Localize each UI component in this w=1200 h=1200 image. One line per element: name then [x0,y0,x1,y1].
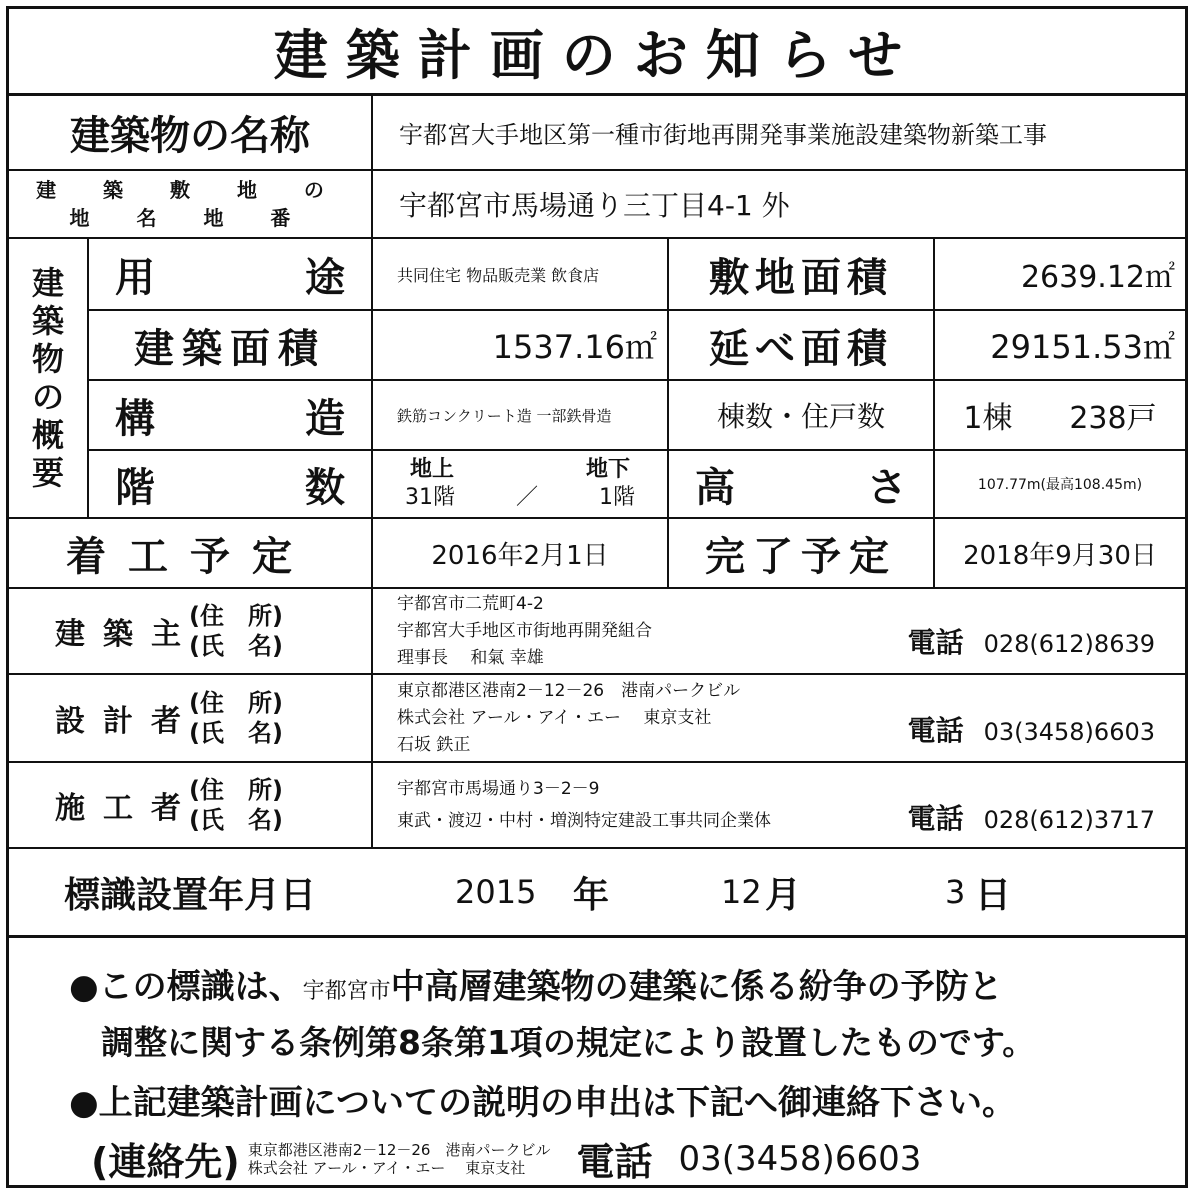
height-value: 107.77m(最高108.45m) [977,477,1143,493]
overview-char: 概 [31,416,64,454]
structure-label-char: 構 [115,395,155,442]
finish-value: 2018年9月30日 [963,540,1157,571]
contact-name: 株式会社 アール・アイ・エー 東京支社 [247,1158,526,1177]
note-text: この標識は、 [98,967,303,1007]
posted-day: 3 [945,873,966,911]
structure-value: 鉄筋コンクリート造 一部鉄骨造 [397,406,612,425]
start-value: 2016年2月1日 [431,540,609,571]
note-line-3 [69,1075,1016,1124]
floors-label-char: 数 [305,464,345,511]
floors-above-value: 31階 [405,485,455,510]
designer-paren [189,688,283,748]
structure-label [89,381,371,449]
paren-name: (氏 名) [189,632,283,660]
paren-name: (氏 名) [189,806,283,834]
constructor-address: 宇都宮市馬場通り3－2－9 [397,779,600,799]
overview-char: 築 [31,302,64,340]
constructor-label [9,763,371,847]
overview-char: 要 [31,454,64,492]
floors-above-label: 地上 [410,457,455,482]
height-label [669,451,933,517]
paren-address: (住 所) [189,689,283,717]
contact-tel: 03(3458)6603 [678,1138,922,1179]
constructor-tel [908,803,1155,836]
bullet-icon: ● [69,967,99,1007]
floors-below-label: 地下 [585,457,630,482]
owner-paren [189,601,283,661]
owner-info [373,589,1185,673]
finish-label: 完了予定 [705,533,897,580]
overview-char: 建 [31,264,64,302]
tel-label: 電話 [907,802,964,835]
building-name-label: 建築物の名称 [70,112,310,159]
posted-year: 2015 [455,873,537,911]
floors-value [373,451,667,517]
designer-tel-number: 03(3458)6603 [983,718,1155,746]
contact-address: 東京都港区港南2－12－26 港南パークビル [247,1140,551,1159]
owner-label [9,589,371,673]
designer-tel [907,714,1155,747]
use-label [89,239,371,309]
notice-sign [6,6,1188,1188]
start-label: 着工予定 [66,533,314,580]
designer-name1: 株式会社 アール・アイ・エー 東京支社 [397,707,712,728]
constructor-info [373,763,1185,847]
floors-label [89,451,371,517]
notes-section [9,939,1185,1185]
contact-tel-label: 電話 [576,1140,653,1184]
overview-label [9,239,87,517]
paren-name: (氏 名) [189,719,283,747]
floors-separator: ／ [515,485,538,510]
site-label-line2: 地 名 地 番 [69,206,311,230]
units-label: 棟数・住戸数 [716,400,885,433]
designer-title: 設計者 [55,704,199,739]
use-label-char: 用 [115,254,155,301]
contact-label: (連絡先) [91,1140,240,1184]
floors-below-value: 1階 [598,485,635,510]
use-label-char: 途 [305,254,345,301]
floors-values [405,484,635,512]
owner-tel-number: 028(612)8639 [983,630,1155,658]
posted-month-unit: 月 [765,874,802,916]
contact-line [91,1131,921,1186]
floors-label-char: 階 [115,464,155,511]
use-value: 共同住宅 物品販売業 飲食店 [397,265,600,285]
designer-label [9,675,371,761]
posted-year-unit: 年 [573,874,610,916]
site-label [9,171,371,237]
units-value [935,381,1185,449]
height-label-char: さ [867,464,907,511]
building-area-label: 建築面積 [134,325,326,372]
floors-headers [410,456,630,484]
designer-name2: 石坂 鉄正 [397,734,471,755]
building-name-value: 宇都宮大手地区第一種市街地再開発事業施設建築物新築工事 [399,120,1047,149]
units-buildings: 1棟 [963,401,1013,436]
constructor-title: 施工者 [55,791,199,826]
building-area-value: 1537.16㎡ [492,328,657,366]
paren-address: (住 所) [189,602,283,630]
site-label-line1: 建 築 敷 地 の [36,178,344,202]
paren-address: (住 所) [189,776,283,804]
sign-title: 建築計画のお知らせ [9,9,1185,96]
note-text: 上記建築計画についての説明の申出は下記へ御連絡下さい。 [98,1083,1016,1123]
designer-info [373,675,1185,761]
tel-label: 電話 [907,714,964,747]
note-line-2: 調整に関する条例第8条第1項の規定により設置したものです。 [101,1023,1036,1062]
owner-title: 建築主 [55,617,199,652]
posted-value [373,849,1185,935]
constructor-paren [189,775,283,835]
contact-details [248,1141,551,1177]
posted-month: 12 [721,873,762,911]
designer-address: 東京都港区港南2－12－26 港南パークビル [397,680,741,701]
owner-tel [907,626,1155,659]
site-area-label: 敷地面積 [709,254,893,301]
bullet-icon: ● [69,1083,99,1123]
structure-label-char: 造 [305,395,345,442]
site-area-value: 2639.12㎡ [1020,260,1175,295]
owner-name1: 宇都宮大手地区市街地再開発組合 [397,620,652,641]
note-city: 宇都宮市 [302,979,391,1004]
site-value: 宇都宮市馬場通り三丁目4-1 外 [399,189,790,222]
owner-name2: 理事長 和氣 幸雄 [397,647,544,668]
note-line-1 [69,959,1003,1008]
constructor-name1: 東武・渡辺・中村・増渕特定建設工事共同企業体 [397,811,771,831]
units-dwellings: 238戸 [1069,401,1157,436]
divider [9,935,1185,938]
tel-label: 電話 [907,626,964,659]
note-text: 中高層建築物の建築に係る紛争の予防と [390,967,1003,1007]
overview-char: 物 [31,340,64,378]
floor-area-value: 29151.53㎡ [990,328,1175,366]
owner-address: 宇都宮市二荒町4-2 [397,593,544,614]
overview-char: の [31,378,64,416]
posted-label: 標識設置年月日 [63,874,316,916]
floor-area-label: 延べ面積 [709,325,893,372]
constructor-tel-number: 028(612)3717 [983,806,1155,834]
posted-day-unit: 日 [975,874,1012,916]
height-label-char: 高 [695,464,735,511]
